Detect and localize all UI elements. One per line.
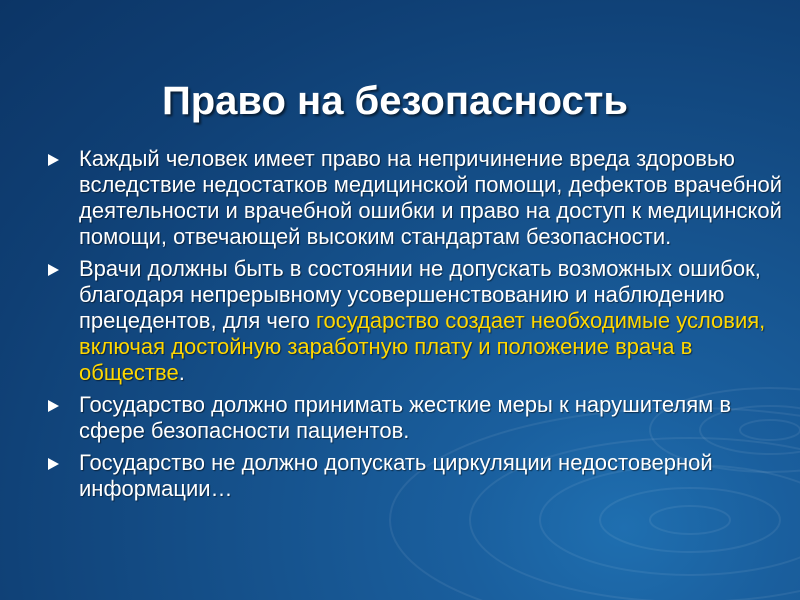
- bullet-text: Государство должно принимать жесткие меры к нарушителям в сфере безопасности пациентов.: [79, 392, 732, 443]
- bullet-item: [48, 146, 788, 250]
- triangle-bullet-icon: [48, 458, 59, 470]
- triangle-bullet-icon: [48, 400, 59, 412]
- highlighted-text: государство создает необходимые условия, включая достойную заработную плату и положение врача в обществе: [79, 308, 766, 385]
- bullet-list: [48, 146, 788, 508]
- bullet-text: Врачи должны быть в состоянии не допускать возможных ошибок, благодаря непрерывному усовершенствованию и наблюдению прецедентов, для чего: [79, 256, 761, 333]
- slide-title: Право на безопасность: [162, 78, 628, 123]
- triangle-bullet-icon: [48, 154, 59, 166]
- triangle-bullet-icon: [48, 264, 59, 276]
- bullet-item: [48, 256, 788, 386]
- bullet-item: [48, 392, 788, 444]
- bullet-text: Каждый человек имеет право на непричинение вреда здоровью вследствие недостатков медицинской помощи, дефектов врачебной деятельности и врачебной ошибки и право на доступ к медицинской помощи, отвечающей высоким стандартам безопасности.: [79, 146, 783, 249]
- bullet-text-end: .: [178, 360, 185, 385]
- bullet-text: Государство не должно допускать циркуляции недостоверной информации…: [79, 450, 713, 501]
- bullet-item: [48, 450, 788, 502]
